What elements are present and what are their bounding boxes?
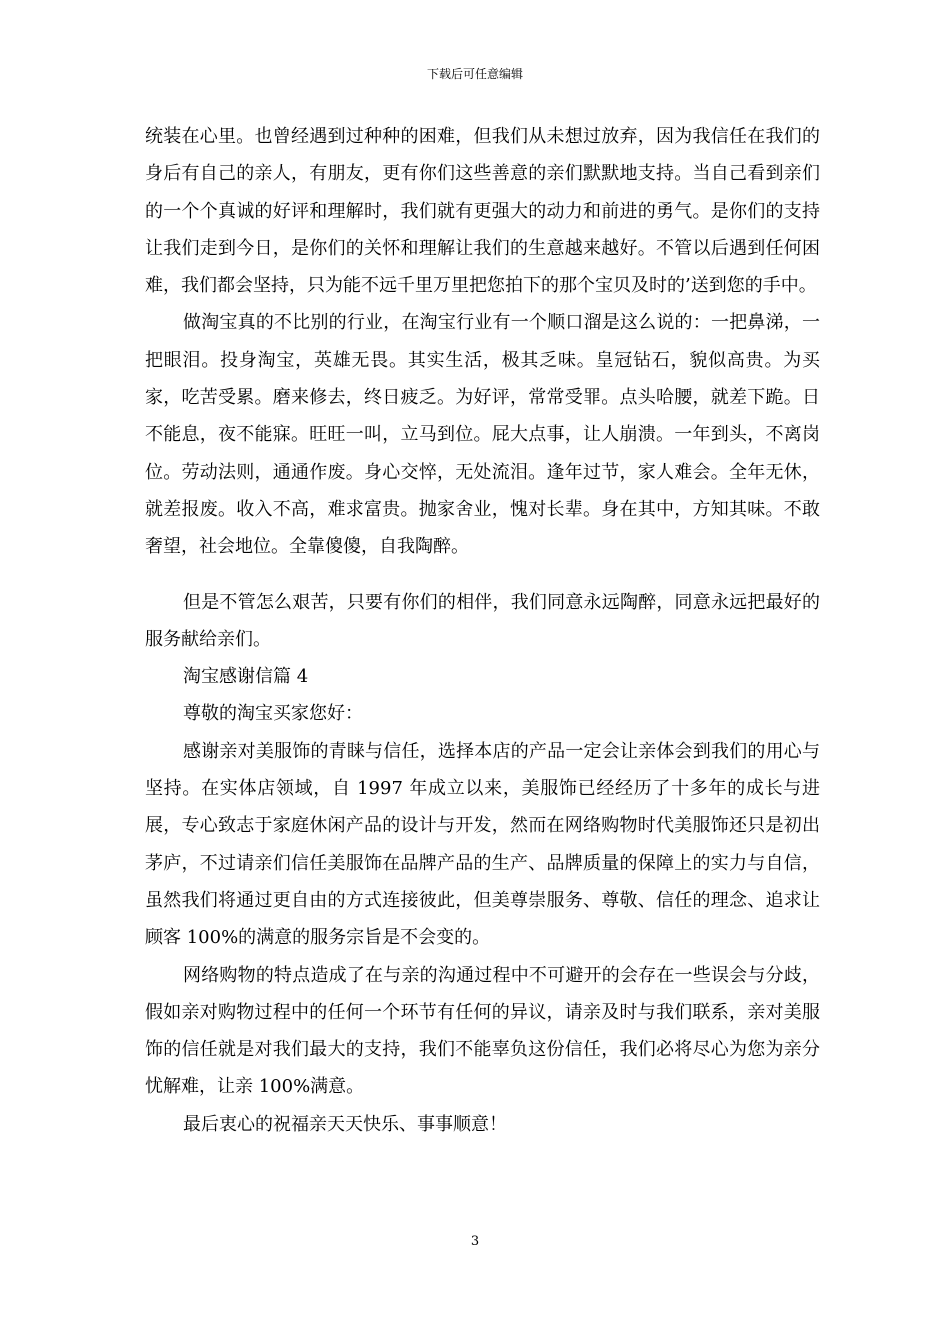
paragraph-closing-wishes: 最后衷心的祝福亲天天快乐、事事顺意！ (183, 1113, 507, 1135)
page-number: 3 (470, 1234, 480, 1249)
paragraph-thanks: 感谢亲对美服饰的青睐与信任，选择本店的产品一定会让亲体会到我们的用心与坚持。在实体店领域，自 1997 年成立以来，美服饰已经经历了十多年的成长与进展，专心致志于家庭休闲产品的设计与开发，然而在网络购物时代美服饰还只是初出茅庐，不过请亲们信任美服饰在品牌产品的生产、品牌质量的保障上的实力与自信，虽然我们将通过更自由的方式连接彼此，但美尊崇服务、尊敬、信任的理念、追求让顾客 100%的满意的服务宗旨是不会变的。 (145, 740, 820, 949)
paragraph-commitment: 但是不管怎么艰苦，只要有你们的相伴，我们同意永远陶醉，同意永远把最好的服务献给亲们。 (145, 591, 820, 650)
paragraph-communication: 网络购物的特点造成了在与亲的沟通过程中不可避开的会存在一些误会与分歧，假如亲对购物过程中的任何一个环节有任何的异议，请亲及时与我们联系，亲对美服饰的信任就是对我们最大的支持，我们不能辜负这份信任，我们必将尽心为您为亲分忧解难，让亲 100%满意。 (145, 964, 820, 1098)
letter-greeting: 尊敬的淘宝买家您好： (183, 703, 363, 725)
paragraph-taobao-rhyme: 做淘宝真的不比别的行业，在淘宝行业有一个顺口溜是这么说的：一把鼻涕，一把眼泪。投身淘宝，英雄无畏。其实生活，极其乏味。皇冠钻石，貌似高贵。为买家，吃苦受累。磨来修去，终日疲乏。为好评，常常受罪。点头哈腰，就差下跪。日不能息，夜不能寐。旺旺一叫，立马到位。屁大点事，让人崩溃。一年到头，不离岗位。劳动法则，通通作废。身心交悴，无处流泪。逢年过节，家人难会。全年无休，就差报废。收入不高，难求富贵。抛家舍业，愧对长辈。身在其中，方知其味。不敢奢望，社会地位。全靠傻傻，自我陶醉。 (145, 312, 820, 558)
section-heading: 淘宝感谢信篇 4 (183, 666, 309, 688)
document-body (145, 118, 820, 1143)
page-header: 下载后可任意编辑 (426, 67, 523, 81)
paragraph-continuation: 统装在心里。也曾经遇到过种种的困难，但我们从未想过放弃，因为我信任在我们的身后有自己的亲人，有朋友，更有你们这些善意的亲们默默地支持。当自己看到亲们的一个个真诚的好评和理解时，我们就有更强大的动力和前进的勇气。是你们的支持让我们走到今日，是你们的关怀和理解让我们的生意越来越好。不管以后遇到任何困难，我们都会坚持，只为能不远千里万里把您拍下的那个宝贝及时的’送到您的手中。 (145, 126, 820, 297)
